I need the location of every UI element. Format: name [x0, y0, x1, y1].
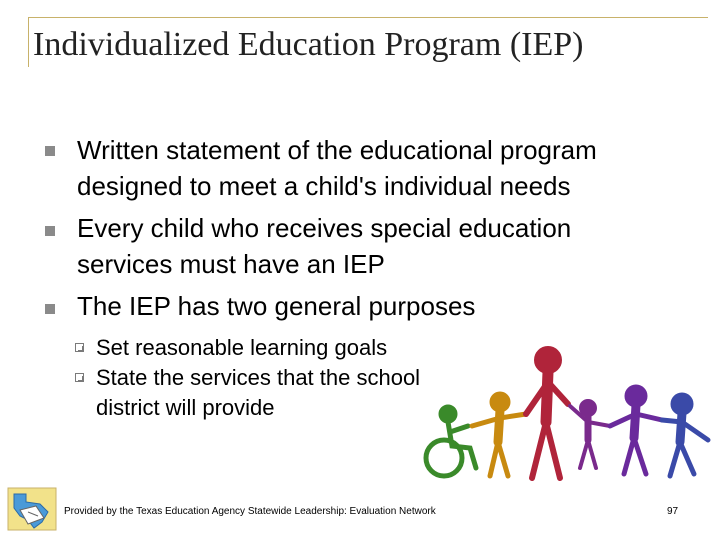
- sub-bullet-2-line-2: district will provide: [96, 395, 275, 420]
- purple-figure-small: [570, 401, 610, 468]
- bullet-marker: [45, 226, 55, 236]
- sub-bullet-2-line-1: State the services that the school: [96, 365, 421, 390]
- texas-map-logo-icon: [6, 486, 58, 532]
- bullet-1-line-1: Written statement of the educational program: [77, 135, 597, 165]
- sub-bullet-marker: [75, 343, 84, 352]
- red-figure: [526, 349, 568, 478]
- bullet-marker: [45, 146, 55, 156]
- bullet-1-line-2: designed to meet a child's individual needs: [77, 171, 571, 201]
- title-frame-left-rule: [28, 17, 29, 67]
- bullet-3-line-1: The IEP has two general purposes: [77, 291, 476, 321]
- title-frame-top-rule: [28, 17, 708, 18]
- bullet-2-line-1: Every child who receives special education: [77, 213, 572, 243]
- bullet-marker: [45, 304, 55, 314]
- purple-figure: [610, 387, 662, 474]
- page-number: 97: [667, 506, 679, 517]
- slide-title: Individualized Education Program (IEP): [33, 26, 584, 63]
- footer-credit: Provided by the Texas Education Agency Statewide Leadership: Evaluation Network: [64, 506, 436, 517]
- sub-bullet-marker: [75, 373, 84, 382]
- wheelchair-figure: [426, 407, 476, 476]
- bullet-2-line-2: services must have an IEP: [77, 249, 385, 279]
- people-holding-hands-clipart: [418, 338, 714, 488]
- blue-figure: [662, 395, 708, 476]
- orange-figure: [472, 394, 526, 476]
- sub-bullet-1-line-1: Set reasonable learning goals: [96, 335, 388, 360]
